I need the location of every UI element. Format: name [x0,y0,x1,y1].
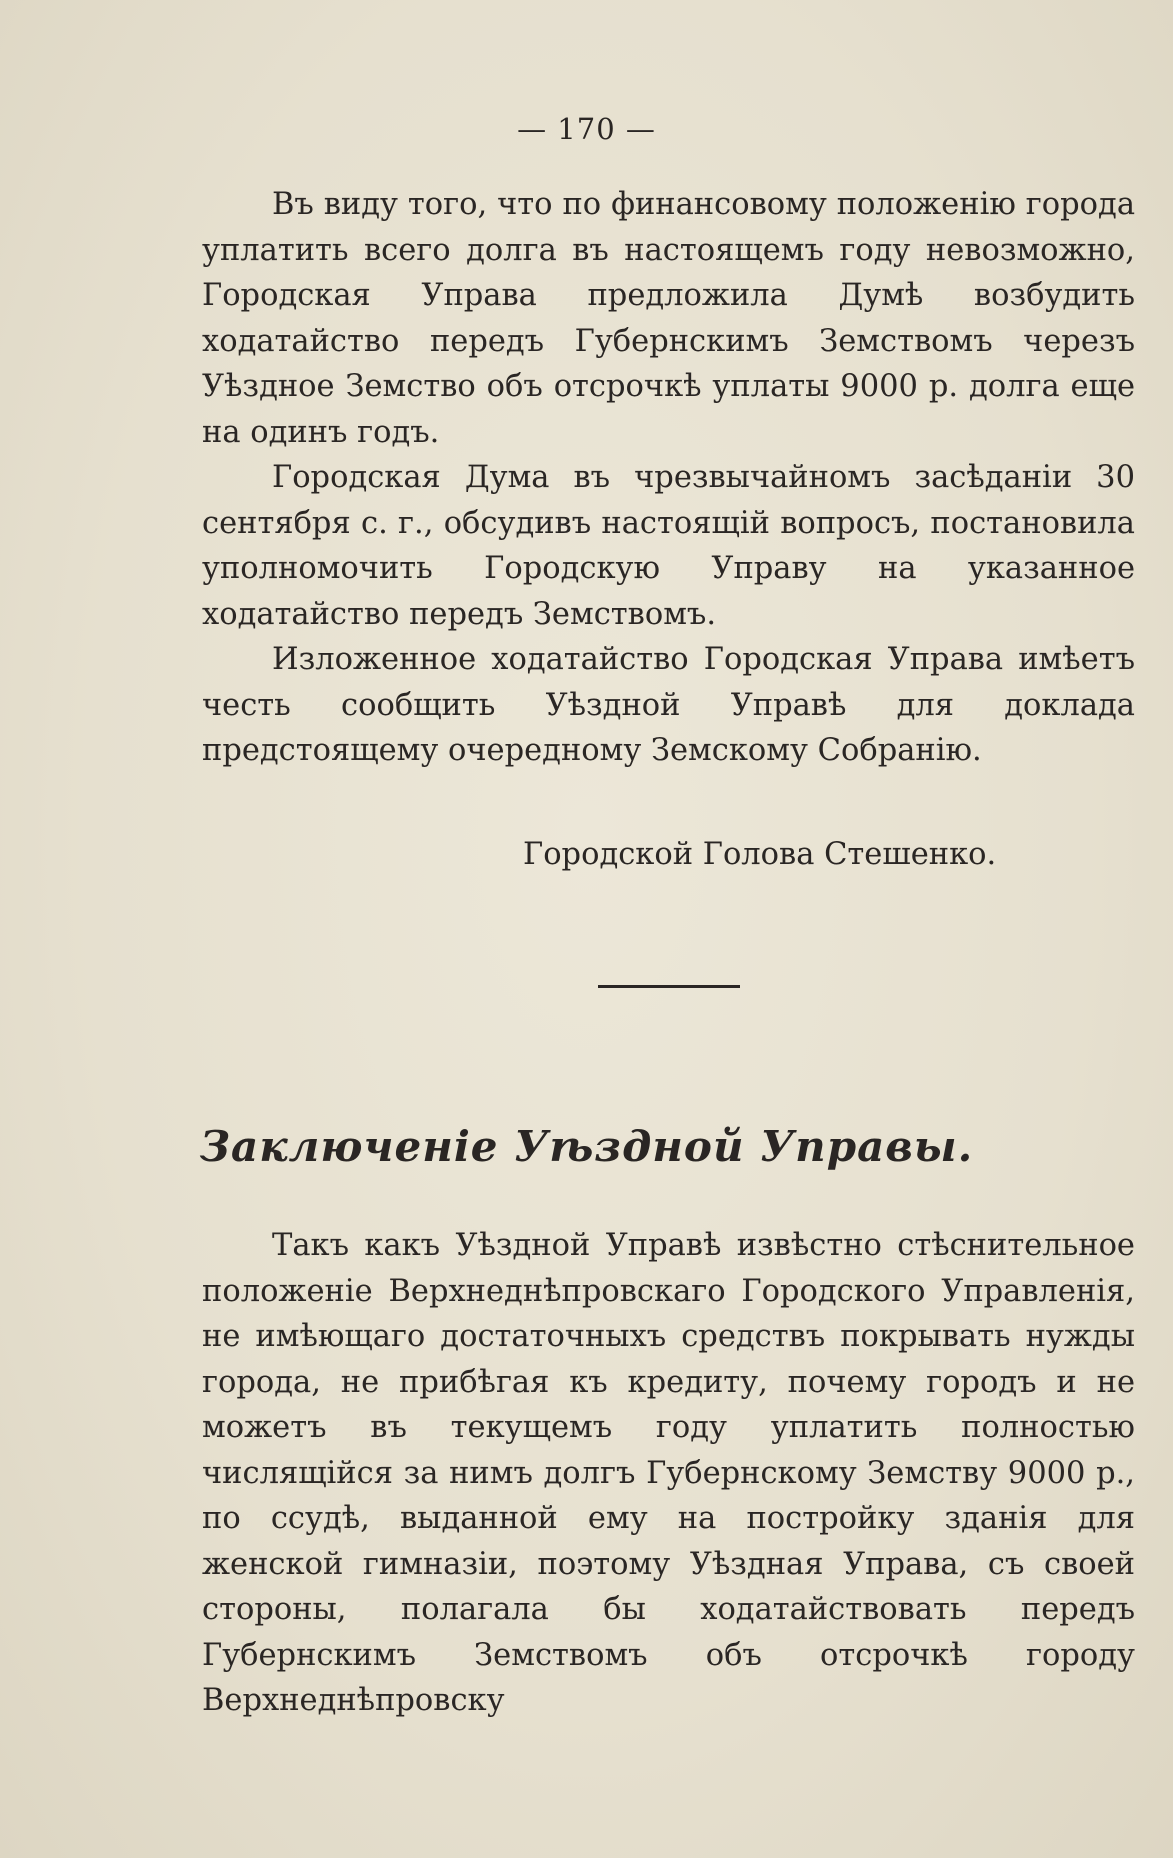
paragraph: Такъ какъ Уѣздной Управѣ извѣстно стѣснительное положеніе Верхнеднѣпровскаго Городского Управленія, не имѣющаго достаточныхъ средствъ покрывать нужды города, не прибѣгая къ кредиту, почему городъ и не можетъ въ текущемъ году уплатить полностью числящійся за нимъ долгъ Губернскому Земству 9000 р., по ссудѣ, выданной ему на постройку зданія для женской гимназіи, поэтому Уѣздная Управа, съ своей стороны, полагала бы ходатайствовать передъ Губернскимъ Земствомъ объ отсрочкѣ городу Верхнеднѣпровску [202,1228,1135,1718]
letter-body [202,182,1135,774]
paragraph: Въ виду того, что по финансовому положенію города уплатить всего долга въ настоящемъ году невозможно, Городская Управа предложила Думѣ возбудить ходатайство передъ Губернскимъ Земствомъ черезъ Уѣздное Земство объ отсрочкѣ уплаты 9000 р. долга еще на одинъ годъ. [202,187,1135,450]
paragraph: Городская Дума въ чрезвычайномъ засѣданіи 30 сентября с. г., обсудивъ настоящій вопросъ, постановила уполномочить Городскую Управу на указанное ходатайство передъ Земствомъ. [202,460,1135,632]
paragraph: Изложенное ходатайство Городская Управа имѣетъ честь сообщить Уѣздной Управѣ для доклада предстоящему очередному Земскому Собранію. [202,642,1135,768]
conclusion-body [202,1223,1135,1724]
section-divider [598,985,740,988]
page-number: — 170 — [517,112,656,146]
section-heading: Заключеніе Уѣздной Управы. [199,1122,974,1171]
signature: Городской Голова Стешенко. [523,837,997,872]
